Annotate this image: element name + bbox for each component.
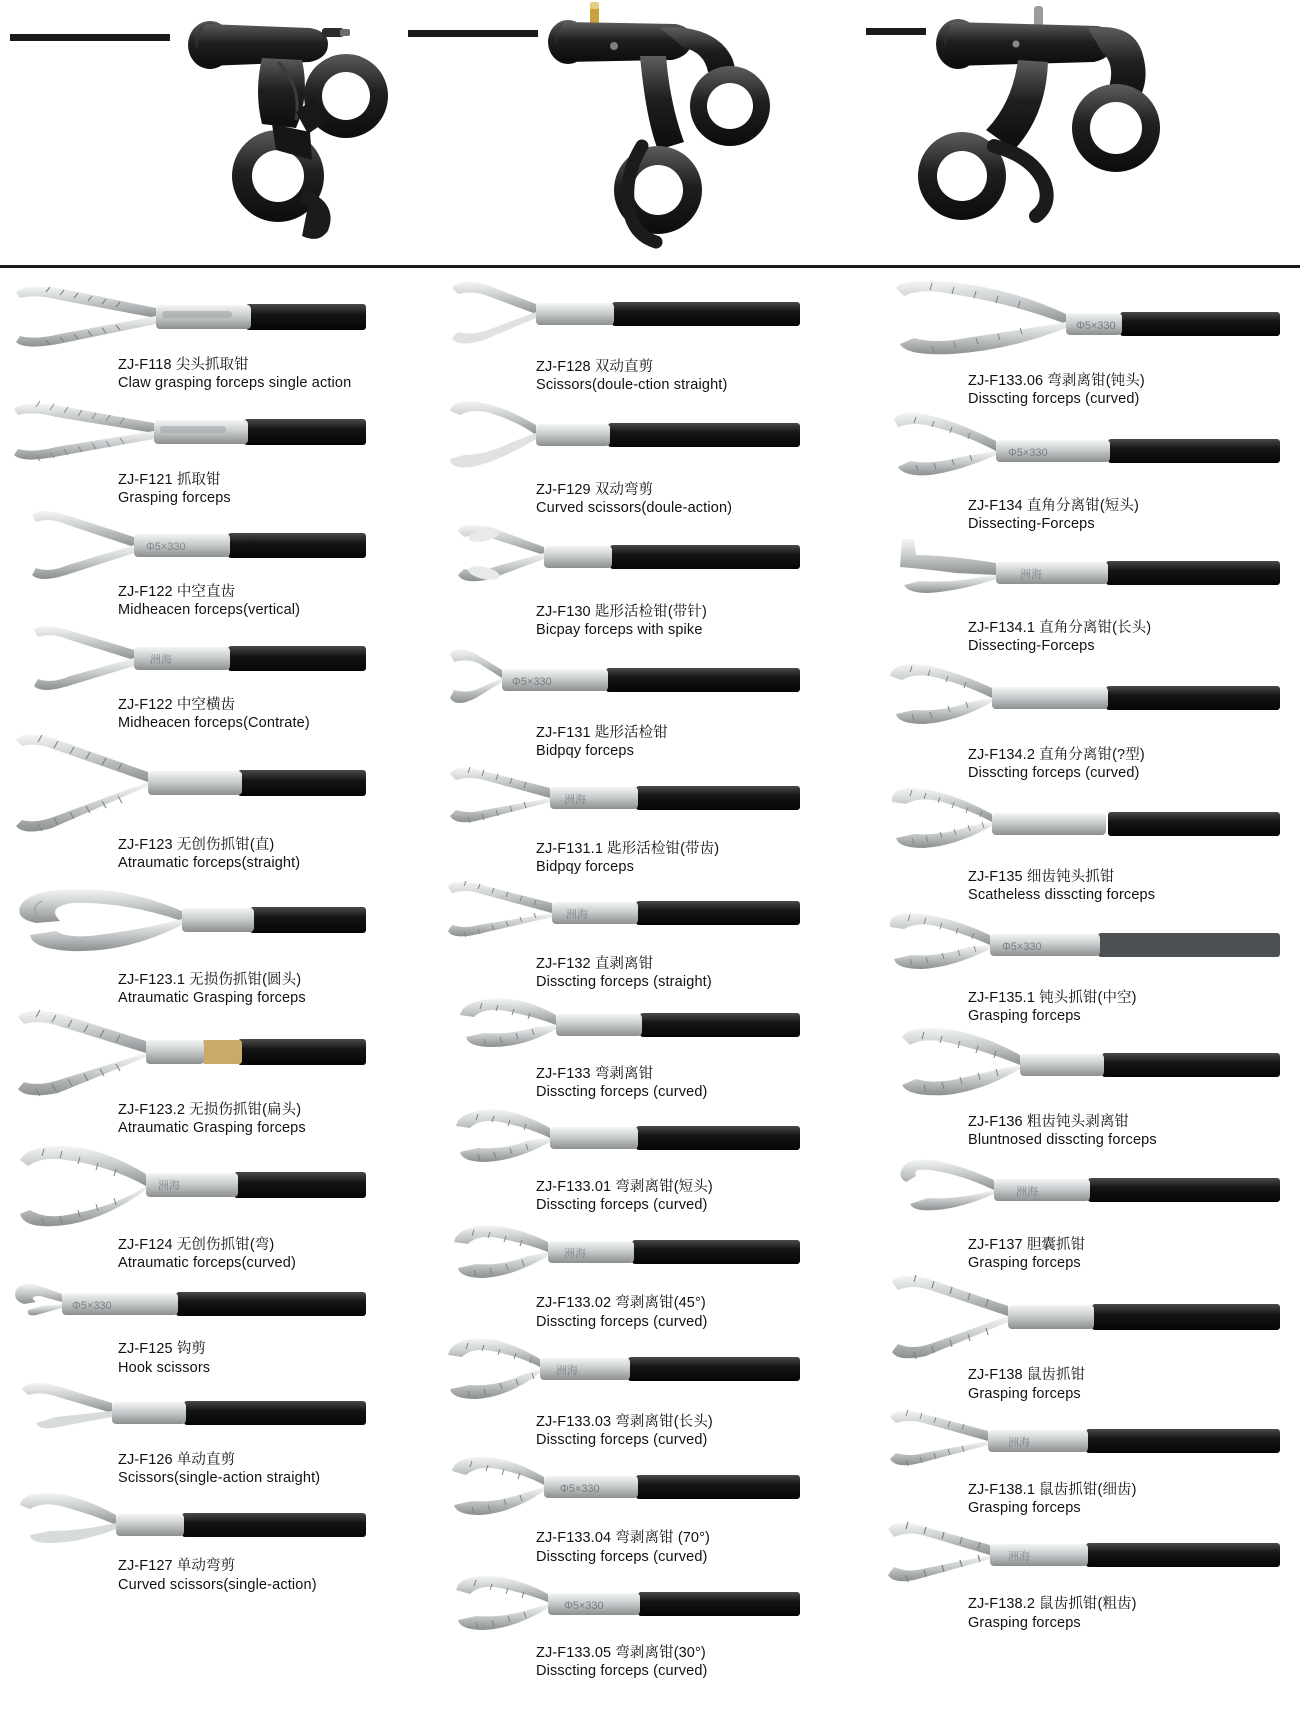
catalog-item	[440, 1449, 860, 1566]
catalog-item	[440, 1331, 860, 1450]
item-name-cn: 直角分离钳(?型)	[1039, 746, 1145, 763]
item-code: ZJ-F133.06	[968, 373, 1044, 389]
item-name-cn: 尖头抓取钳	[175, 357, 249, 373]
item-name-cn: 直角分离钳(长头)	[1039, 620, 1152, 637]
item-code: ZJ-F133.02	[536, 1295, 612, 1312]
item-code: ZJ-F122	[118, 696, 173, 713]
catalog-item	[440, 517, 860, 640]
item-name-cn: 弯剥离钳(钝头)	[1047, 373, 1145, 389]
item-code: ZJ-F124	[118, 1236, 173, 1253]
item-code: ZJ-F133.01	[536, 1178, 612, 1195]
instrument-figure-bluntnosed-dissecting	[880, 1025, 1300, 1119]
item-name-en: Grasping forceps	[968, 1614, 1081, 1631]
item-name-cn: 无损伤抓钳(圆头)	[189, 971, 302, 988]
item-code: ZJ-F123	[118, 837, 173, 854]
instrument-figure-right-angle-type	[880, 656, 1300, 752]
item-name-cn: 细齿钝头抓钳	[1026, 869, 1115, 886]
item-name-en: Grasping forceps	[968, 1007, 1081, 1024]
instrument-figure-biopsy-forceps	[440, 640, 860, 730]
item-code: ZJ-F131.1	[536, 841, 603, 858]
item-code: ZJ-F128	[536, 359, 591, 375]
svg-text:洲海: 洲海	[556, 1364, 578, 1377]
catalog-item	[440, 1214, 860, 1331]
svg-text:洲海: 洲海	[1008, 1551, 1030, 1564]
item-code: ZJ-F138.1	[968, 1481, 1035, 1498]
handle-double-ring-right	[866, 0, 1296, 262]
svg-text:Φ5×330: Φ5×330	[146, 541, 186, 554]
instrument-figure-atraumatic-flat	[6, 1007, 426, 1107]
item-code: ZJ-F131	[536, 724, 591, 741]
item-name-en: Grasping forceps	[968, 1254, 1081, 1271]
item-name-cn: 直剥离钳	[594, 955, 654, 972]
catalog-column-2	[440, 278, 860, 1680]
catalog-item	[6, 1487, 426, 1594]
catalog-item	[6, 620, 426, 733]
instrument-figure-dissecting-70deg	[440, 1449, 860, 1535]
instrument-figure-rat-tooth-coarse	[880, 1517, 1300, 1601]
catalog-item	[440, 278, 860, 395]
item-name-cn: 直角分离钳(短头)	[1026, 497, 1139, 514]
item-name-cn: 粗齿钝头剥离钳	[1026, 1114, 1130, 1131]
catalog-item	[6, 873, 426, 1008]
item-code: ZJ-F133.05	[536, 1644, 612, 1661]
instrument-figure-claw-grasper	[6, 278, 426, 362]
item-name-en: Scissors(doule-ction straight)	[536, 377, 728, 394]
svg-text:洲海: 洲海	[1020, 569, 1042, 582]
catalog-item	[880, 533, 1300, 656]
item-name-en: Hook scissors	[118, 1359, 211, 1376]
catalog-item	[440, 877, 860, 992]
handle-axial-grip-center	[408, 0, 828, 262]
item-name-en: Disscting forceps (curved)	[968, 391, 1140, 408]
item-name-en: Grasping forceps	[968, 1385, 1081, 1402]
item-name-cn: 鼠齿抓钳(细齿)	[1039, 1481, 1137, 1498]
catalog-column-3	[880, 278, 1300, 1632]
svg-text:Φ5×330: Φ5×330	[560, 1483, 600, 1496]
item-code: ZJ-F137	[968, 1236, 1023, 1253]
instrument-figure-right-angle-long	[880, 533, 1300, 625]
item-name-cn: 单动弯剪	[176, 1558, 236, 1575]
catalog-item	[880, 782, 1300, 905]
item-name-en: Bicpay forceps with spike	[536, 622, 703, 639]
item-name-cn: 匙形活检钳	[594, 724, 668, 741]
catalog-item	[6, 507, 426, 620]
item-name-cn: 双动弯剪	[594, 481, 654, 498]
item-name-en: Midheacen forceps(vertical)	[118, 602, 301, 619]
catalog-item	[440, 1102, 860, 1215]
item-code: ZJ-F135.1	[968, 989, 1035, 1006]
item-name-cn: 钝头抓钳(中空)	[1039, 989, 1137, 1006]
item-code: ZJ-F132	[536, 955, 591, 972]
catalog-item	[6, 393, 426, 508]
svg-text:Φ5×330: Φ5×330	[1076, 320, 1116, 332]
catalog-item	[880, 1025, 1300, 1150]
catalog-item	[880, 278, 1300, 409]
instrument-figure-dissecting-curved	[440, 991, 860, 1071]
svg-text:洲海: 洲海	[1016, 1185, 1038, 1198]
instrument-figure-dissecting-straight	[440, 877, 860, 961]
svg-text:Φ5×330: Φ5×330	[1008, 446, 1048, 459]
catalog-item	[440, 395, 860, 518]
item-name-en: Atraumatic Grasping forceps	[118, 1120, 306, 1137]
item-name-en: Atraumatic forceps(curved)	[118, 1254, 296, 1271]
item-code: ZJ-F123.2	[118, 1102, 185, 1119]
svg-text:Φ5×330: Φ5×330	[564, 1599, 604, 1612]
item-name-cn: 中空横齿	[176, 696, 236, 713]
instrument-figure-curved-scissors-double	[440, 395, 860, 487]
instrument-figure-dissecting-long-head	[440, 1331, 860, 1419]
instrument-figure-fine-tooth-blunt	[880, 782, 1300, 874]
instrument-figure-biopsy-with-spike	[440, 517, 860, 609]
catalog-item	[880, 409, 1300, 534]
item-code: ZJ-F134.2	[968, 746, 1035, 763]
catalog-item	[440, 991, 860, 1102]
item-name-en: Disscting forceps (curved)	[968, 764, 1140, 781]
instrument-figure-gallbladder-grasper	[880, 1150, 1300, 1242]
svg-text:Φ5×330: Φ5×330	[512, 675, 552, 688]
catalog-item	[880, 1517, 1300, 1632]
item-name-en: Disscting forceps (curved)	[536, 1548, 708, 1565]
item-code: ZJ-F125	[118, 1341, 173, 1358]
top-banner	[0, 0, 1300, 268]
catalog-item	[440, 760, 860, 877]
instrument-figure-dissecting-45deg	[440, 1214, 860, 1300]
instrument-figure-blunt-hollow-grasper	[880, 905, 1300, 995]
item-code: ZJ-F133.03	[536, 1413, 612, 1430]
item-name-cn: 双动直剪	[594, 359, 654, 375]
item-name-cn: 弯剥离钳(30°)	[615, 1644, 706, 1661]
item-code: ZJ-F126	[118, 1451, 173, 1468]
instrument-figure-hook-scissors	[6, 1272, 426, 1346]
item-code: ZJ-F134.1	[968, 620, 1035, 637]
item-name-en: Grasping forceps	[118, 489, 231, 506]
catalog-item	[880, 905, 1300, 1026]
catalog-item	[880, 656, 1300, 783]
catalog-item	[6, 1138, 426, 1273]
item-name-en: Atraumatic forceps(straight)	[118, 855, 301, 872]
svg-text:洲海: 洲海	[150, 653, 172, 666]
instrument-figure-grasping-forceps	[6, 393, 426, 477]
svg-text:Φ5×330: Φ5×330	[72, 1300, 112, 1313]
item-code: ZJ-F121	[118, 471, 173, 488]
item-name-en: Bidpqy forceps	[536, 742, 635, 759]
catalog-item	[6, 1377, 426, 1488]
item-code: ZJ-F138.2	[968, 1596, 1035, 1613]
instrument-figure-dissecting-blunt	[880, 278, 1300, 378]
item-code: ZJ-F123.1	[118, 971, 185, 988]
item-name-cn: 匙形活检钳(带针)	[594, 604, 707, 621]
item-name-en: Curved scissors(doule-action)	[536, 499, 733, 516]
svg-text:洲海: 洲海	[1008, 1436, 1030, 1449]
item-code: ZJ-F135	[968, 869, 1023, 886]
instrument-figure-atraumatic-round	[6, 873, 426, 977]
item-name-cn: 单动直剪	[176, 1451, 236, 1468]
svg-text:洲海: 洲海	[564, 1248, 586, 1261]
svg-text:洲海: 洲海	[158, 1179, 180, 1192]
item-code: ZJ-F127	[118, 1558, 173, 1575]
item-name-cn: 鼠齿抓钳(粗齿)	[1039, 1596, 1137, 1613]
item-name-cn: 鼠齿抓钳	[1026, 1367, 1086, 1384]
item-name-en: Atraumatic Grasping forceps	[118, 989, 306, 1006]
item-code: ZJ-F130	[536, 604, 591, 621]
item-code: ZJ-F133	[536, 1066, 591, 1083]
item-name-en: Curved scissors(single-action)	[118, 1576, 317, 1593]
catalog-column-1	[6, 278, 426, 1594]
item-code: ZJ-F118	[118, 357, 172, 373]
item-name-en: Disscting forceps (curved)	[536, 1313, 708, 1330]
item-name-en: Disscting forceps (curved)	[536, 1663, 708, 1680]
item-name-en: Disscting forceps (curved)	[536, 1196, 708, 1213]
item-name-en: Dissecting-Forceps	[968, 515, 1095, 532]
item-name-cn: 弯剥离钳(短头)	[615, 1178, 713, 1195]
instrument-figure-right-angle-short	[880, 409, 1300, 503]
instrument-figure-midheacen-contrate	[6, 620, 426, 702]
instrument-figure-dissecting-30deg	[440, 1566, 860, 1650]
catalog-item	[440, 1566, 860, 1681]
item-name-en: Claw grasping forceps single action	[118, 375, 352, 392]
item-name-cn: 胆囊抓钳	[1026, 1236, 1086, 1253]
catalog-item	[6, 1272, 426, 1377]
svg-text:Φ5×330: Φ5×330	[1002, 940, 1042, 953]
item-name-cn: 中空直齿	[176, 584, 236, 601]
item-code: ZJ-F122	[118, 584, 173, 601]
item-name-cn: 弯剥离钳(长头)	[615, 1413, 713, 1430]
item-name-en: Midheacen forceps(Contrate)	[118, 714, 310, 731]
item-name-en: Disscting forceps (curved)	[536, 1084, 708, 1101]
item-code: ZJ-F136	[968, 1114, 1023, 1131]
item-name-cn: 弯剥离钳	[594, 1066, 654, 1083]
catalog-item	[6, 1007, 426, 1138]
item-code: ZJ-F129	[536, 481, 591, 498]
item-name-en: Bidpqy forceps	[536, 859, 635, 876]
instrument-figure-curved-scissors-single	[6, 1487, 426, 1563]
item-code: ZJ-F133.04	[536, 1530, 612, 1547]
item-name-cn: 无损伤抓钳(扁头)	[189, 1102, 302, 1119]
item-name-en: Scissors(single-action straight)	[118, 1470, 321, 1487]
item-code: ZJ-F138	[968, 1367, 1023, 1384]
item-name-en: Disscting forceps (straight)	[536, 973, 712, 990]
svg-text:洲海: 洲海	[564, 794, 586, 807]
item-name-en: Dissecting-Forceps	[968, 638, 1095, 655]
item-name-cn: 抓取钳	[176, 471, 221, 488]
item-code: ZJ-F134	[968, 497, 1023, 514]
instrument-figure-atraumatic-straight	[6, 732, 426, 842]
instrument-figure-midheacen-vertical	[6, 507, 426, 589]
item-name-cn: 弯剥离钳(45°)	[615, 1295, 706, 1312]
item-name-en: Bluntnosed disscting forceps	[968, 1132, 1157, 1149]
instrument-figure-dissecting-short-head	[440, 1102, 860, 1184]
item-name-en: Disscting forceps (curved)	[536, 1432, 708, 1449]
item-name-cn: 弯剥离钳 (70°)	[615, 1530, 710, 1547]
catalog-grid	[0, 268, 1300, 1706]
item-name-cn: 无创伤抓钳(弯)	[176, 1236, 275, 1253]
catalog-item	[6, 732, 426, 873]
catalog-item	[880, 1150, 1300, 1273]
svg-text:洲海: 洲海	[566, 908, 588, 921]
item-name-cn: 匙形活检钳(带齿)	[607, 841, 720, 858]
instrument-figure-scissors-single-straight	[6, 1377, 426, 1457]
instrument-figure-atraumatic-curved	[6, 1138, 426, 1242]
handle-ring-ratchet-left	[10, 0, 410, 262]
instrument-figure-rat-tooth-grasper	[880, 1272, 1300, 1372]
catalog-item	[880, 1403, 1300, 1518]
catalog-item	[6, 278, 426, 393]
item-name-en: Scatheless disscting forceps	[968, 887, 1156, 904]
catalog-item	[880, 1272, 1300, 1403]
instrument-figure-rat-tooth-fine	[880, 1403, 1300, 1487]
instrument-figure-scissors-double-straight	[440, 278, 860, 364]
item-name-cn: 钩剪	[176, 1341, 207, 1358]
item-name-en: Grasping forceps	[968, 1500, 1081, 1517]
instrument-figure-biopsy-toothed	[440, 760, 860, 846]
item-name-cn: 无创伤抓钳(直)	[176, 837, 275, 854]
catalog-item	[440, 640, 860, 761]
